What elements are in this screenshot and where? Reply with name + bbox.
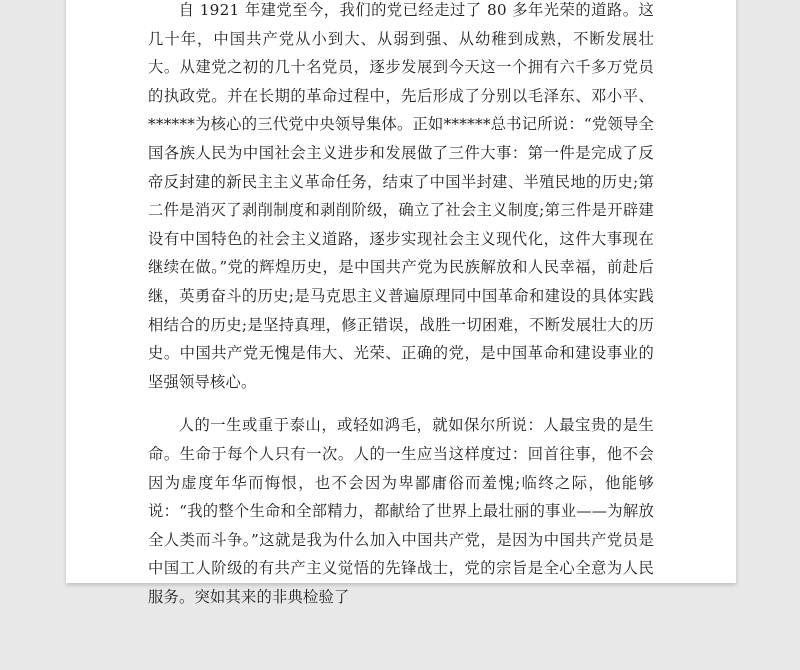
document-page xyxy=(66,0,736,606)
document-body xyxy=(148,0,654,611)
paragraph-personal-motivation: 人的一生或重于泰山，或轻如鸿毛，就如保尔所说：人最宝贵的是生命。生命于每个人只有一次。人的一生应当这样度过：回首往事，他不会因为虚度年华而悔恨，也不会因为卑鄙庸俗而羞愧;临终之际，他能够说：“我的整个生命和全部精力，都献给了世界上最壮丽的事业——为解放全人类而斗争。”这就是我为什么加入中国共产党，是因为中国共产党员是中国工人阶级的有共产主义觉悟的先锋战士，党的宗旨是全心全意为人民服务。突如其来的非典检验了 xyxy=(148,416,654,606)
paragraph-party-history: 自 1921 年建党至今，我们的党已经走过了 80 多年光荣的道路。这几十年，中国共产党从小到大、从弱到强、从幼稚到成熟，不断发展壮大。从建党之初的几十名党员，逐步发展到今天这一个拥有六千多万党员的执政党。并在长期的革命过程中，先后形成了分别以毛泽东、邓小平、******为核心的三代党中央领导集体。正如******总书记所说：“党领导全国各族人民为中国社会主义进步和发展做了三件大事：第一件是完成了反帝反封建的新民主主义革命任务，结束了中国半封建、半殖民地的历史;第二件是消灭了剥削制度和剥削阶级，确立了社会主义制度;第三件是开辟建设有中国特色的社会主义道路，逐步实现社会主义现代化，这件大事现在继续在做。”党的辉煌历史，是中国共产党为民族解放和人民幸福，前赴后继，英勇奋斗的历史;是马克思主义普遍原理同中国革命和建设的具体实践相结合的历史;是坚持真理，修正错误，战胜一切困难，不断发展壮大的历史。中国共产党无愧是伟大、光荣、正确的党，是中国革命和建设事业的坚强领导核心。 xyxy=(148,1,654,391)
